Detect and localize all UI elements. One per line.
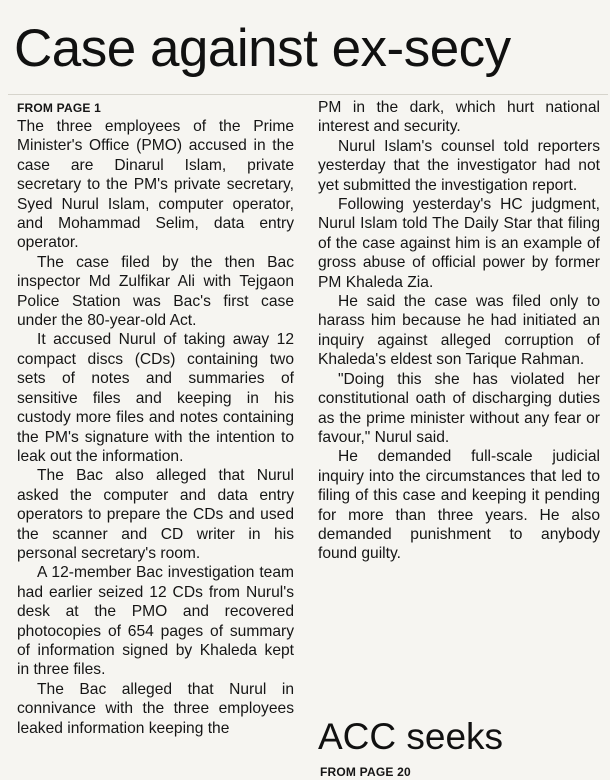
article-paragraph: The Bac alleged that Nurul in connivance with the three employees leaked information keeping the (17, 680, 294, 737)
article-paragraph: Nurul Islam's counsel told reporters yesterday that the investigator had not yet submitted the investigation report. (318, 137, 600, 194)
left-column (17, 98, 294, 738)
article-paragraph: PM in the dark, which hurt national interest and security. (318, 99, 600, 136)
article-paragraph: He said the case was filed only to harass him because he had initiated an inquiry against alleged corruption of Khaleda's eldest son Tarique Rahman. (318, 293, 600, 369)
headline: Case against ex-secy (14, 19, 511, 78)
subhead-page-reference: FROM PAGE 20 (320, 765, 411, 779)
article-paragraph: It accused Nurul of taking away 12 compact discs (CDs) containing two sets of notes and summaries of sensitive files and keeping in his custody more files and notes containing the PM's signature with the intention to leak out the information. (17, 331, 294, 465)
article-paragraph: The three employees of the Prime Minister's Office (PMO) accused in the case are Dinarul Islam, private secretary to the PM's private secretary, Syed Nurul Islam, computer operator, and Mohammad Selim, data entry operator. (17, 118, 294, 252)
article-paragraph: The Bac also alleged that Nurul asked the computer and data entry operators to prepare the CDs and used the scanner and CD writer in his personal secretary's room. (17, 467, 294, 562)
article-paragraph: The case filed by the then Bac inspector Md Zulfikar Ali with Tejgaon Police Station was Bac's first case under the 80-year-old Act. (17, 253, 294, 330)
headline-rule (8, 94, 608, 95)
article-paragraph: He demanded full-scale judicial inquiry into the circumstances that led to filing of this case and keeping it pending for more than three years. He also demanded punishment to anybody found guilty. (318, 448, 600, 563)
article-paragraph: "Doing this she has violated her constitutional oath of discharging duties as the prime minister without any fear or favour," Nurul said. (318, 370, 600, 446)
article-paragraph: A 12-member Bac investigation team had earlier seized 12 CDs from Nurul's desk at the PMO and recovered photocopies of 654 pages of summary of information signed by Khaleda kept in three files. (17, 564, 294, 679)
page-reference: FROM PAGE 1 (17, 101, 101, 115)
article-paragraph: Following yesterday's HC judgment, Nurul Islam told The Daily Star that filing of the case against him is an example of gross abuse of official power by former PM Khaleda Zia. (318, 196, 600, 291)
right-column (318, 98, 600, 564)
subhead: ACC seeks (318, 716, 504, 757)
